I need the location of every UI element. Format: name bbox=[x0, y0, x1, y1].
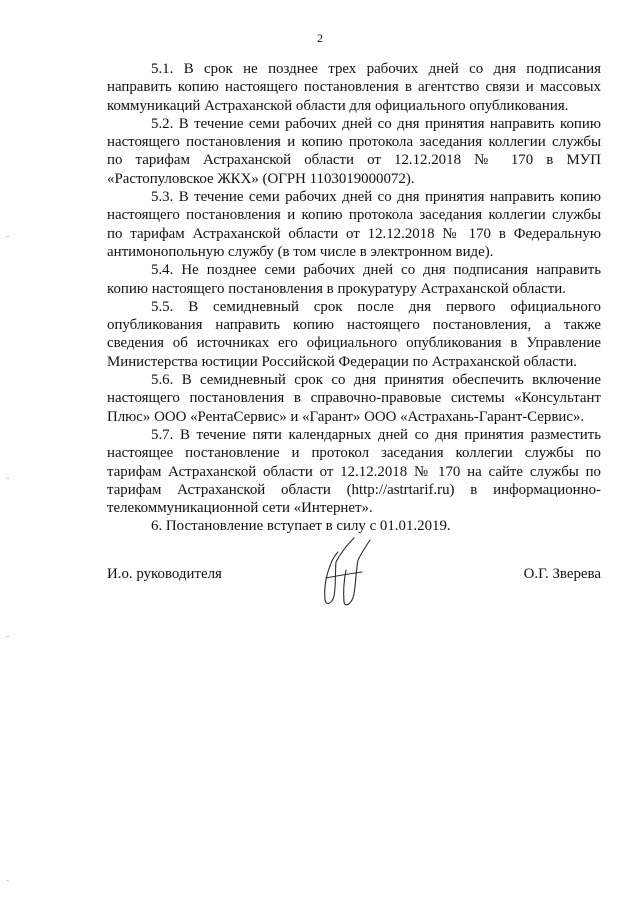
paragraph-5-4: 5.4. Не позднее семи рабочих дней со дня подписания направить копию настоящего постановления в прокуратуру Астраханской области. bbox=[107, 262, 601, 297]
signer-name: О.Г. Зверева bbox=[523, 566, 601, 582]
scan-margin-mark bbox=[6, 478, 9, 479]
scan-margin-mark bbox=[6, 880, 9, 881]
page-number: 2 bbox=[317, 31, 323, 45]
document-body bbox=[107, 60, 601, 536]
scan-margin-mark bbox=[6, 636, 9, 637]
paragraph-5-6: 5.6. В семидневный срок со дня принятия обеспечить включение настоящего постановления в справочно-правовые системы «Консультант Плюс» ООО «РентаСервис» и «Гарант» ООО «Астрахань-Гарант-Сервис». bbox=[107, 372, 601, 425]
paragraph-6: 6. Постановление вступает в силу с 01.01.2019. bbox=[151, 518, 451, 535]
paragraph-5-3: 5.3. В течение семи рабочих дней со дня принятия направить копию настоящего постановления и копию протокола заседания коллегии службы по тарифам Астраханской области от 12.12.2018 № 170 в Федеральную антимонопольную службу (в том числе в электронном виде). bbox=[107, 189, 601, 260]
paragraph-5-5: 5.5. В семидневный срок после дня первого официального опубликования направить копию настоящего постановления, а также сведения об источниках его официального опубликования в Управление Министерства юстиции Российской Федерации по Астраханской области. bbox=[107, 298, 601, 370]
paragraph-5-7: 5.7. В течение пяти календарных дней со дня принятия разместить настоящее постановление и протокол заседания коллегии службы по тарифам Астраханской области от 12.12.2018 № 170 на сайте службы по тарифам Астраханской области (http://astrtarif.ru) в информационно-телекоммуникационной сети «Интернет». bbox=[107, 426, 602, 517]
paragraph-5-2: 5.2. В течение семи рабочих дней со дня принятия направить копию настоящего постановления и копию протокола заседания коллегии службы по тарифам Астраханской области от 12.12.2018 № 170 в МУП «Растопуловское ЖКХ» (ОГРН 1103019000072). bbox=[107, 115, 601, 187]
signer-title: И.о. руководителя bbox=[107, 566, 222, 582]
scan-margin-mark bbox=[6, 236, 9, 237]
handwritten-signature bbox=[306, 530, 376, 610]
paragraph-5-1: 5.1. В срок не позднее трех рабочих дней со дня подписания направить копию настоящего постановления в агентство связи и массовых коммуникаций Астраханской области для официального опубликования. bbox=[107, 61, 601, 114]
